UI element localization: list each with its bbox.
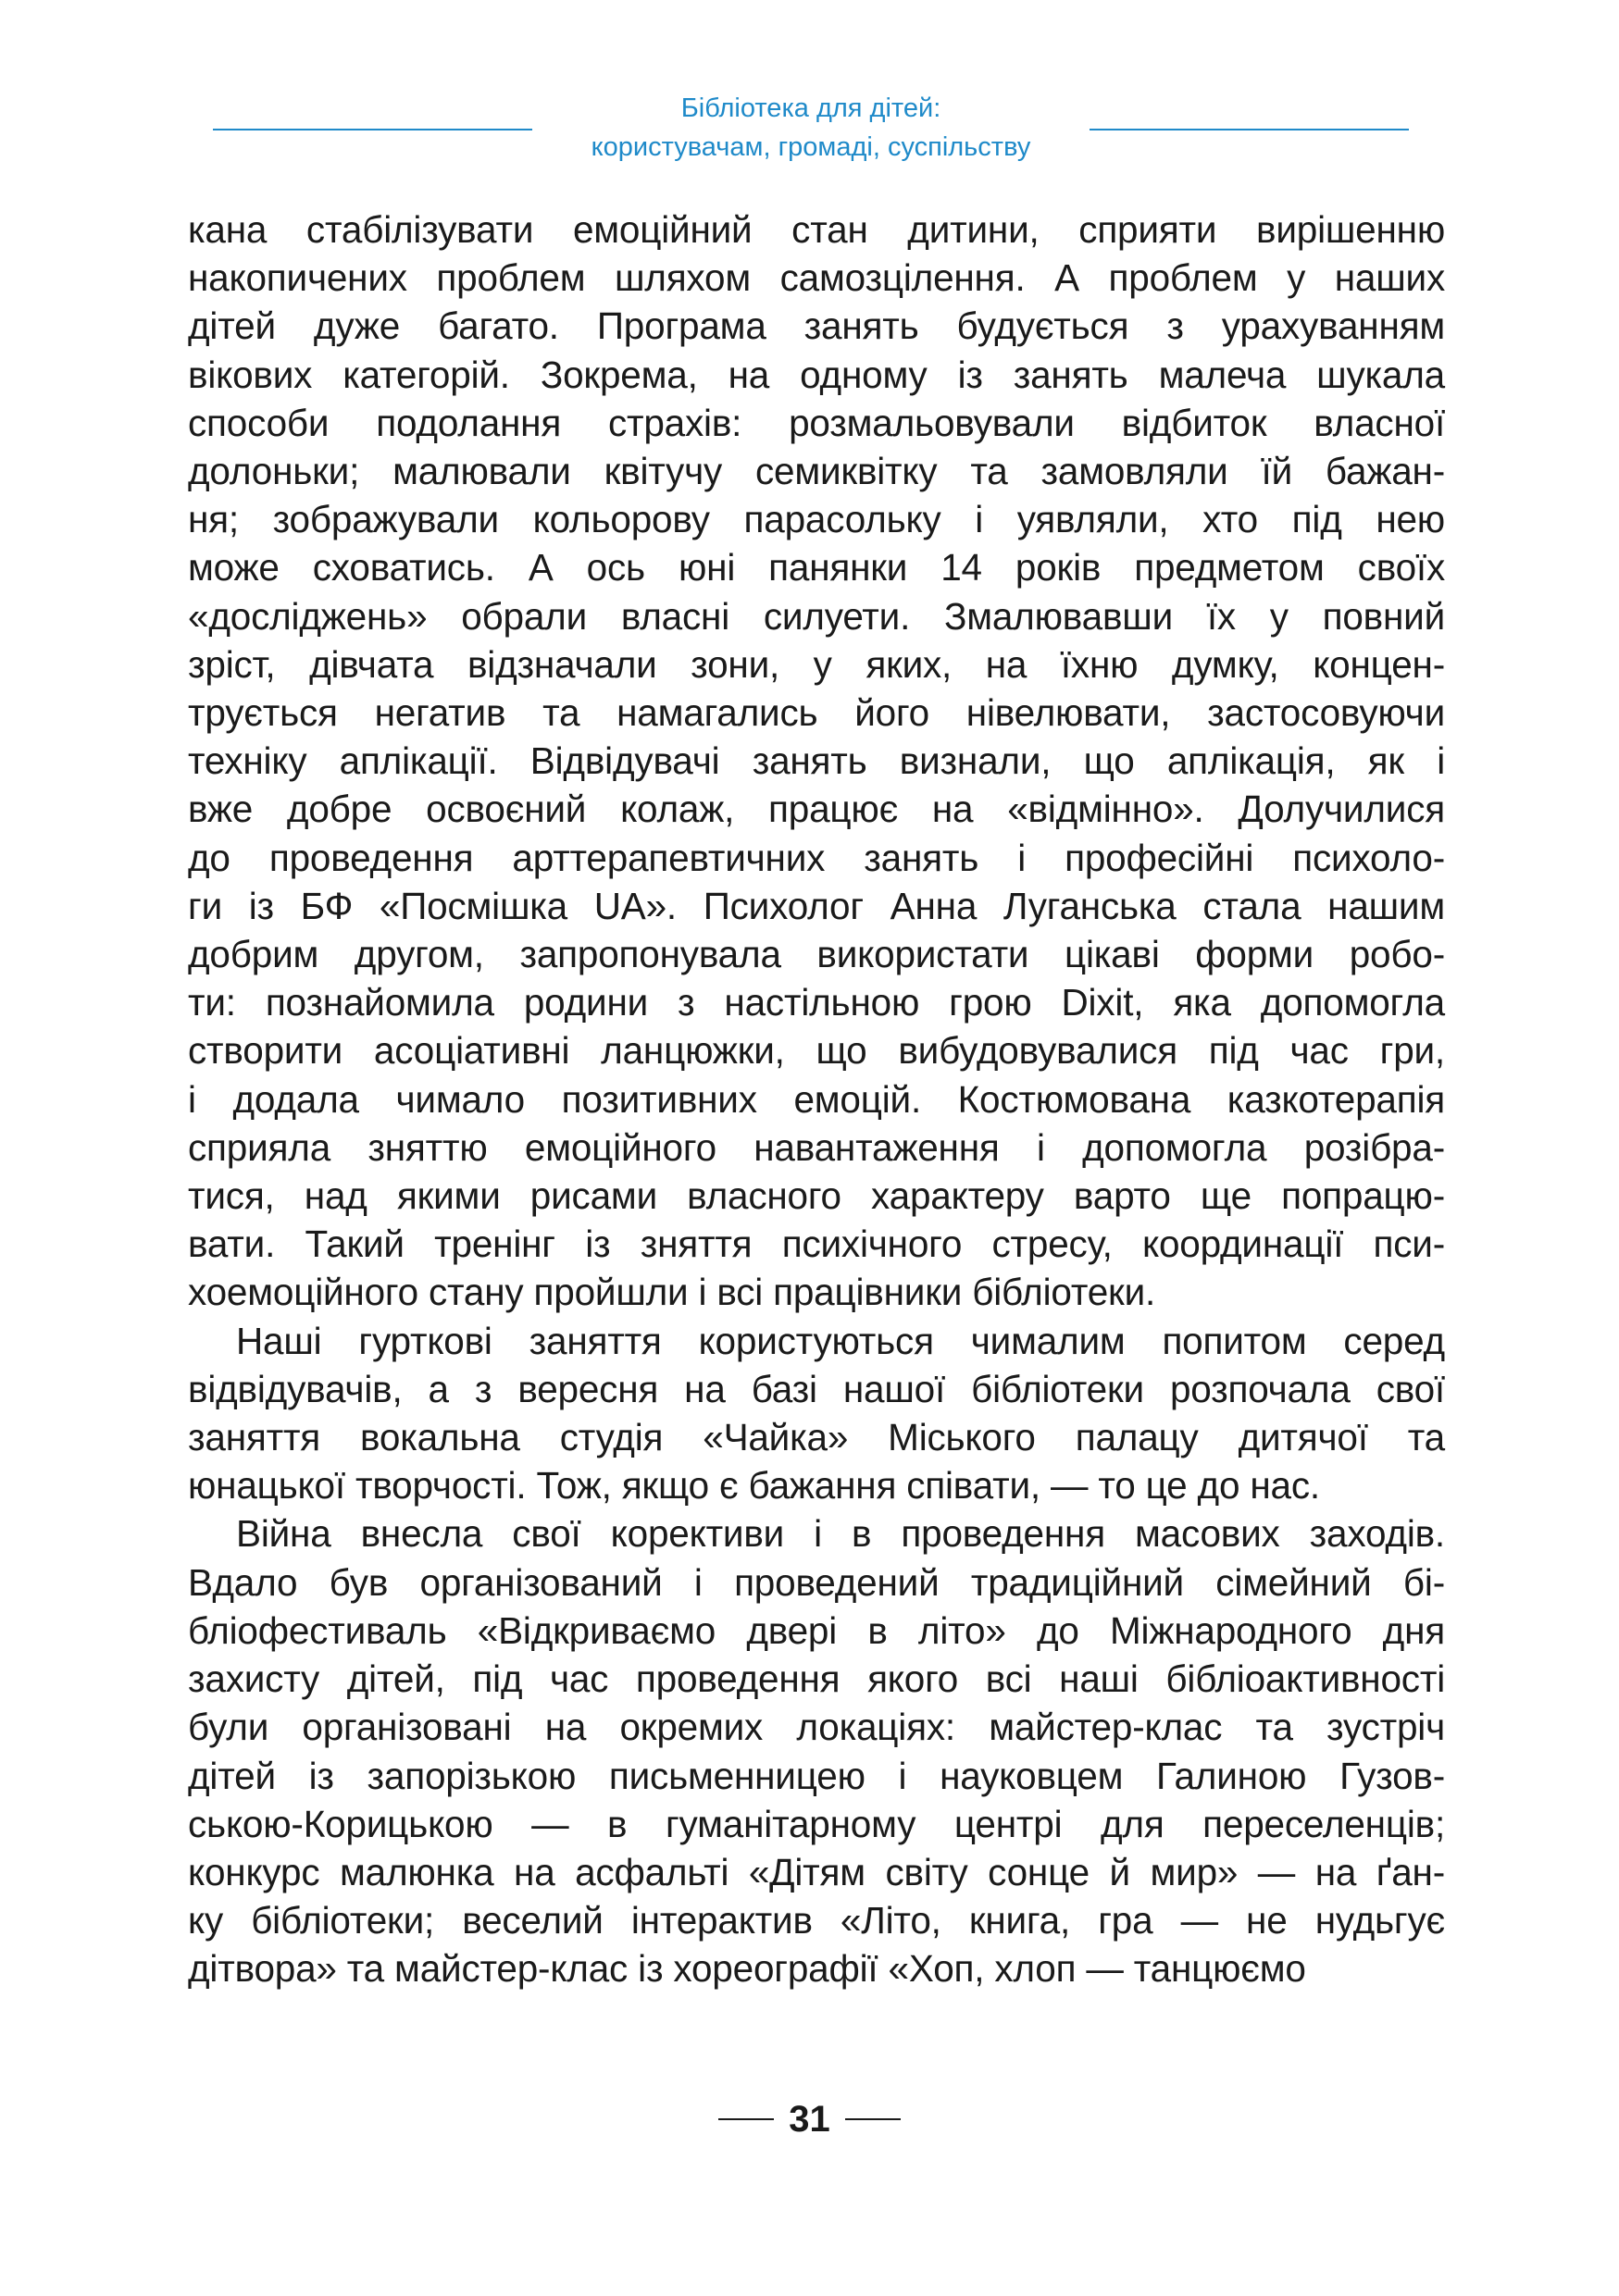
header-rule-right <box>1090 129 1409 130</box>
text-line: способи подолання страхів: розмальовували відбиток власної <box>188 401 1445 444</box>
text-line: юнацької творчості. Тож, якщо є бажання співати, — то це до нас. <box>188 1464 1320 1508</box>
text-line: хоемоційного стану пройшли і всі працівники бібліотеки. <box>188 1271 1156 1314</box>
text-line: ги із БФ «Посмішка UA». Психолог Анна Луганська стала нашим <box>188 884 1445 927</box>
text-line: Війна внесла свої корективи і в проведення масових заходів. <box>236 1512 1445 1556</box>
header-title-line-1: Бібліотека для дітей: <box>680 93 941 123</box>
text-line: техніку аплікації. Відвідувачі занять визнали, що аплікація, як і <box>188 739 1445 783</box>
text-line: Наші гурткові заняття користуються чималим попитом серед <box>236 1319 1445 1362</box>
text-line: створити асоціативні ланцюжки, що вибудовувалися під час гри, <box>188 1029 1445 1073</box>
text-line: вати. Такий тренінг із зняття психічного стресу, координації пси- <box>188 1222 1445 1266</box>
body-text <box>188 205 1445 1993</box>
text-line: долоньки; малювали квітучу семиквітку та замовляли їй бажан- <box>188 450 1445 493</box>
page-footer <box>0 2091 1619 2147</box>
text-line: Вдало був організований і проведений традиційний сімейний бі- <box>188 1560 1445 1604</box>
text-line: ською-Корицькою — в гуманітарному центрі для переселенців; <box>188 1802 1445 1845</box>
paragraph <box>188 205 1445 1317</box>
text-line: бліофестиваль «Відкриваємо двері в літо» до Міжнародного дня <box>188 1608 1445 1652</box>
text-line: дітей дуже багато. Програма занять будується з урахуванням <box>188 304 1445 348</box>
text-line: «досліджень» обрали власні силуети. Змалювавши їх у повний <box>188 594 1445 638</box>
text-line: були організовані на окремих локаціях: майстер-клас та зустріч <box>188 1706 1445 1749</box>
running-header <box>213 89 1409 172</box>
header-title-line-2: користувачам, громаді, суспільству <box>591 132 1031 162</box>
text-line: дітвора» та майстер-клас із хореографії «Хоп, хлоп — танцюємо <box>188 1947 1306 1991</box>
footer-rule-left <box>718 2118 774 2120</box>
text-line: ня; зображували кольорову парасольку і уявляли, хто під нею <box>188 498 1445 541</box>
header-rule-left <box>213 129 532 130</box>
text-line: кана стабілізувати емоційний стан дитини, сприяти вирішенню <box>188 208 1445 251</box>
text-line: захисту дітей, під час проведення якого всі наші бібліоактивності <box>188 1657 1445 1701</box>
header-title <box>532 89 1090 167</box>
text-line: ти: познайомила родини з настільною грою Dixit, яка допомогла <box>188 981 1445 1024</box>
text-line: трується негатив та намагались його нівелювати, застосовуючи <box>188 691 1445 735</box>
text-line: конкурс малюнка на асфальті «Дітям світу сонце й мир» — на ґан- <box>188 1850 1445 1893</box>
text-line: вже добре освоєний колаж, працює на «відмінно». Долучилися <box>188 788 1445 831</box>
text-line: може сховатись. А ось юні панянки 14 років предметом своїх <box>188 546 1445 590</box>
text-line: тися, над якими рисами власного характеру варто ще попрацю- <box>188 1174 1445 1218</box>
text-line: вікових категорій. Зокрема, на одному із занять малеча шукала <box>188 353 1445 396</box>
text-line: дітей із запорізькою письменницею і науковцем Галиною Гузов- <box>188 1754 1445 1797</box>
text-line: зріст, дівчата відзначали зони, у яких, на їхню думку, концен- <box>188 642 1445 686</box>
text-line: добрим другом, запропонувала використати цікаві форми робо- <box>188 933 1445 976</box>
text-line: до проведення арттерапевтичних занять і професійні психоло- <box>188 836 1445 879</box>
text-line: накопичених проблем шляхом самозцілення. А проблем у наших <box>188 256 1445 300</box>
paragraph <box>188 1317 1445 1510</box>
text-line: заняття вокальна студія «Чайка» Міського палацу дитячої та <box>188 1416 1445 1459</box>
text-line: і додала чимало позитивних емоцій. Костюмована казкотерапія <box>188 1077 1445 1121</box>
text-line: відвідувачів, а з вересня на базі нашої бібліотеки розпочала свої <box>188 1367 1445 1410</box>
footer-rule-right <box>845 2118 901 2120</box>
text-line: ку бібліотеки; веселий інтерактив «Літо, книга, гра — не нудьгує <box>188 1899 1445 1942</box>
paragraph <box>188 1509 1445 1992</box>
text-line: сприяла зняттю емоційного навантаження і допомогла розібра- <box>188 1125 1445 1169</box>
page-number: 31 <box>789 2099 830 2140</box>
